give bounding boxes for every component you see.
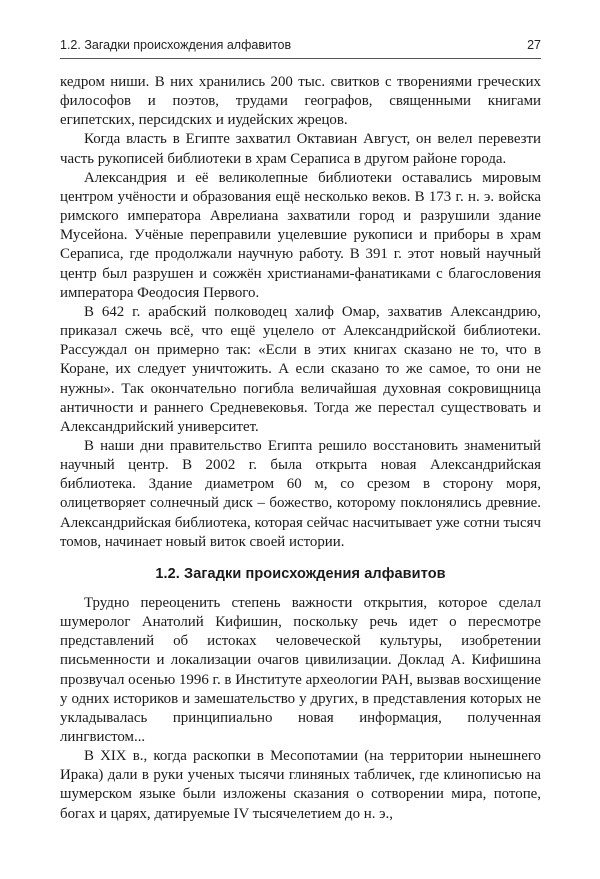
paragraph: В XIX в., когда раскопки в Месопотамии (на территории нынешнего Ирака) дали в руки ученых тысячи глиняных табличек, где клинописью на шумерском языке были изложены сказания о сотворении мира, потопе, богах и царях, датируемые IV тысячелетием до н. э.,	[60, 748, 541, 822]
header-rule	[60, 58, 541, 59]
paragraph: В наши дни правительство Египта решило восстановить знаменитый научный центр. В 2002 г. была открыта новая Александрийская библиотека. Здание диаметром 60 м, со срезом в сторону моря, олицетворяет солнечный диск – божество, которому поклонялись древние. Александрийская библиотека, которая сейчас насчитывает уже сотни тысяч томов, начинает новый виток своей истории.	[60, 437, 541, 550]
paragraph-continued: кедром ниши. В них хранились 200 тыс. свитков с творениями греческих философов и поэтов, трудами географов, священными книгами египетских, персидских и иудейских жрецов.	[60, 74, 541, 129]
body-text	[60, 73, 541, 824]
paragraph: Трудно переоценить степень важности открытия, которое сделал шумеролог Анатолий Кифишин, поскольку речь идет о пересмотре представлений об истоках человеческой культуры, изобретении письменности и локализации очагов цивилизации. Доклад А. Кифишина прозвучал осенью 1996 г. в Институте археологии РАН, вызвав восхищение у одних историков и замешательство у других, в представления которых не укладывалась принципиально новая информация, полученная лингвистом...	[60, 594, 541, 745]
page-number: 27	[527, 38, 541, 52]
section-heading: 1.2. Загадки происхождения алфавитов	[155, 565, 446, 582]
running-header	[60, 32, 541, 54]
paragraph: В 642 г. арабский полководец халиф Омар, захватив Александрию, приказал сжечь всё, что ещё уцелело от Александрийской библиотеки. Рассуждал он примерно так: «Если в этих книгах сказано не то, что в Коране, их следует уничтожить. А если сказано то же самое, то они не нужны». Так окончательно погибла величайшая духовная сокровищница античности и раннего Средневековья. Тогда же перестал существовать и Александрийский университет.	[60, 303, 541, 435]
running-header-title: 1.2. Загадки происхождения алфавитов	[60, 38, 292, 52]
paragraph: Когда власть в Египте захватил Октавиан Август, он велел перевезти часть рукописей библиотеки в храм Сераписа в другом районе города.	[60, 131, 541, 167]
paragraph: Александрия и её великолепные библиотеки оставались мировым центром учёности и образования ещё несколько веков. В 173 г. н. э. войска римского императора Аврелиана захватили город и разрушили здание Мусейона. Учёные переправили уцелевшие рукописи и приборы в храм Сераписа, где продолжали научную работу. В 391 г. этот новый научный центр был разрушен и сожжён христианами-фанатиками с благословения императора Феодосия Первого.	[60, 169, 541, 301]
